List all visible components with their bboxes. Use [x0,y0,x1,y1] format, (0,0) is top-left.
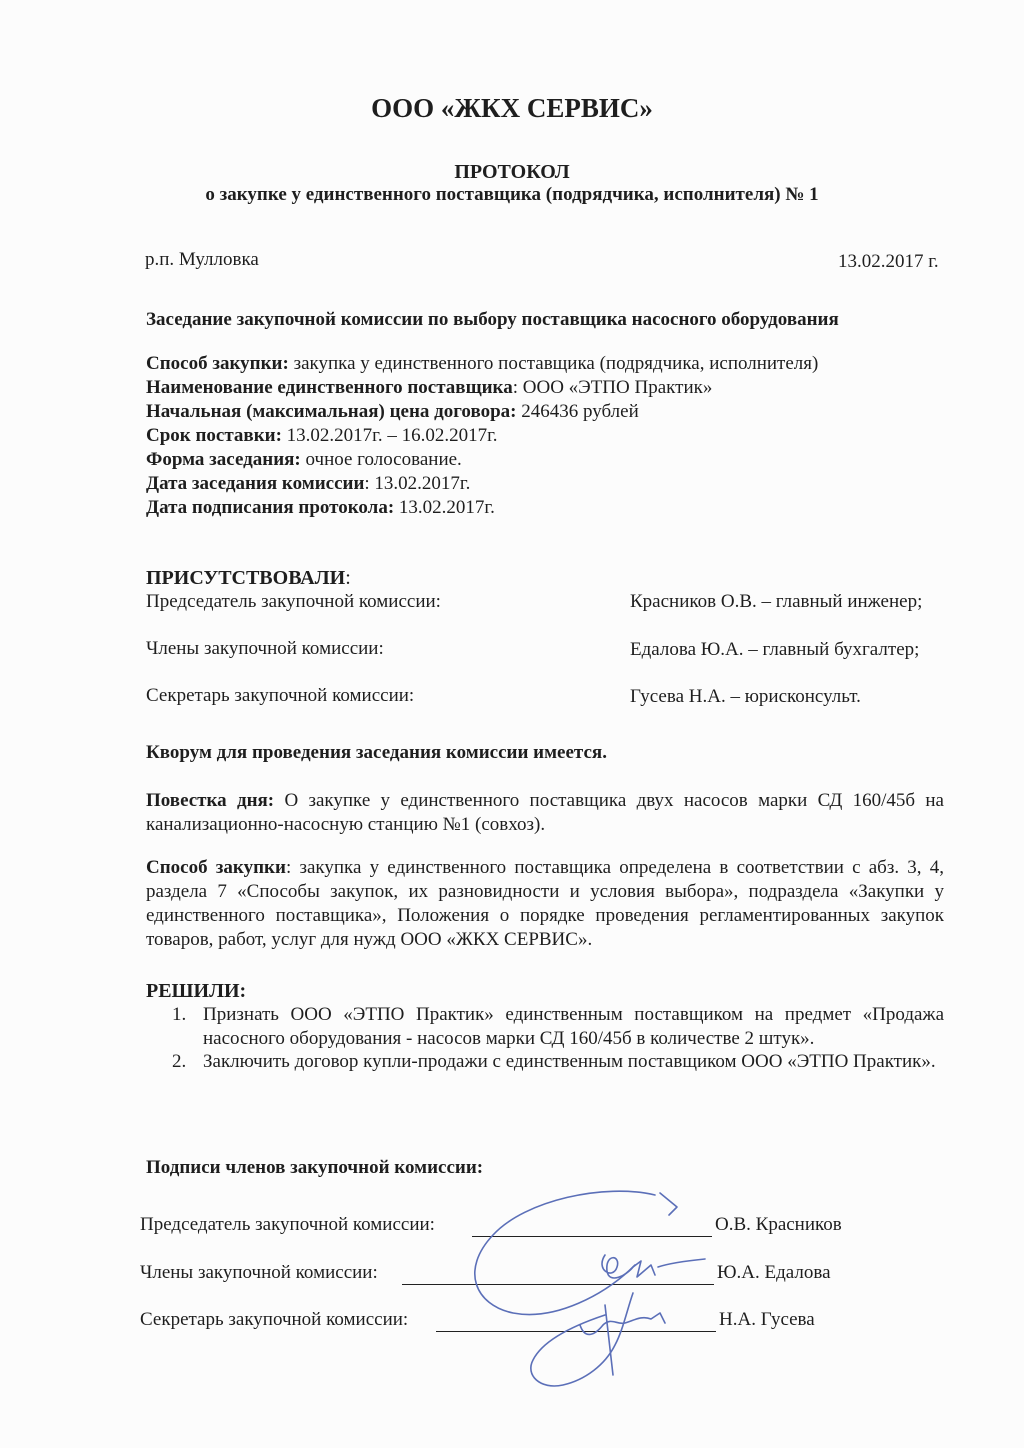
detail-label: Начальная (максимальная) цена договора: [146,401,517,422]
document-subtitle: о закупке у единственного поставщика (подрядчика, исполнителя) № 1 [205,184,819,205]
method-paragraph [146,856,944,952]
attendee-role: Председатель закупочной комиссии: [146,591,441,612]
detail-value: : 13.02.2017г. [364,473,471,494]
method-label: Способ закупки [146,857,286,878]
detail-value: : ООО «ЭТПО Практик» [512,377,713,398]
signature-role: Председатель закупочной комиссии: [140,1214,435,1235]
detail-line [146,472,470,496]
decision-number: 2. [172,1051,187,1072]
method-text: : закупка у единственного поставщика определена в соответствии с абз. 3, 4, раздела 7 «Способы закупок, их разновидности и условия выбора», подраздела «Закупки у единственного поставщика», Положения о порядке проведения регламентированных закупок товаров, работ, услуг для нужд ООО «ЖКХ СЕРВИС». [146,857,944,950]
quorum-statement: Кворум для проведения заседания комиссии имеется. [146,742,607,763]
attendee-person: Гусева Н.А. – юрисконсульт. [630,686,861,707]
signature-name: О.В. Красников [715,1214,842,1235]
agenda-label: Повестка дня: [146,790,275,811]
detail-label: Дата подписания протокола: [146,497,395,518]
decision-number: 1. [172,1004,187,1025]
attendee-person: Красников О.В. – главный инженер; [630,591,923,612]
detail-value: закупка у единственного поставщика (подрядчика, исполнителя) [288,353,819,374]
decision-heading: РЕШИЛИ: [146,980,247,1002]
detail-label: Срок поставки: [146,425,282,446]
decision-item: Признать ООО «ЭТПО Практик» единственным поставщиком на предмет «Продажа насосного оборудования - насосов марки СД 160/45б в количестве 2 штук». [203,1004,944,1049]
signature-name: Н.А. Гусева [719,1309,815,1330]
detail-line [146,352,818,376]
agenda-paragraph [146,789,944,837]
detail-line [146,400,639,424]
signature-line [472,1236,712,1237]
detail-line [146,448,462,472]
detail-line [146,496,495,520]
signature-role: Секретарь закупочной комиссии: [140,1309,409,1330]
document-title: ПРОТОКОЛ [454,161,570,183]
detail-value: очное голосование. [300,449,462,470]
signature-name: Ю.А. Едалова [717,1262,831,1283]
agenda-text: О закупке у единственного поставщика двух насосов марки СД 160/45б на канализационно-насосную станцию №1 (совхоз). [146,790,944,835]
detail-line [146,424,497,448]
decision-item: Заключить договор купли-продажи с единственным поставщиком ООО «ЭТПО Практик». [203,1051,936,1072]
place: р.п. Мулловка [145,249,259,270]
handwritten-signatures [455,1175,715,1395]
detail-line [146,376,712,400]
detail-label: Форма заседания: [146,449,301,470]
attendees-heading: ПРИСУТСТВОВАЛИ: [146,567,351,589]
attendee-role: Секретарь закупочной комиссии: [146,685,415,706]
signature-line [436,1331,716,1332]
date: 13.02.2017 г. [838,251,939,272]
detail-value: 13.02.2017г. – 16.02.2017г. [281,425,498,446]
signatures-heading: Подписи членов закупочной комиссии: [146,1157,484,1178]
attendee-person: Едалова Ю.А. – главный бухгалтер; [630,639,920,660]
attendee-role: Члены закупочной комиссии: [146,638,384,659]
session-title: Заседание закупочной комиссии по выбору поставщика насосного оборудования [146,309,839,330]
detail-label: Способ закупки: [146,353,289,374]
signature-line [402,1284,714,1285]
detail-value: 246436 рублей [516,401,639,422]
detail-label: Дата заседания комиссии [146,473,365,494]
company-name: ООО «ЖКХ СЕРВИС» [371,93,653,123]
signature-role: Члены закупочной комиссии: [140,1262,378,1283]
detail-value: 13.02.2017г. [394,497,495,518]
detail-label: Наименование единственного поставщика [146,377,513,398]
